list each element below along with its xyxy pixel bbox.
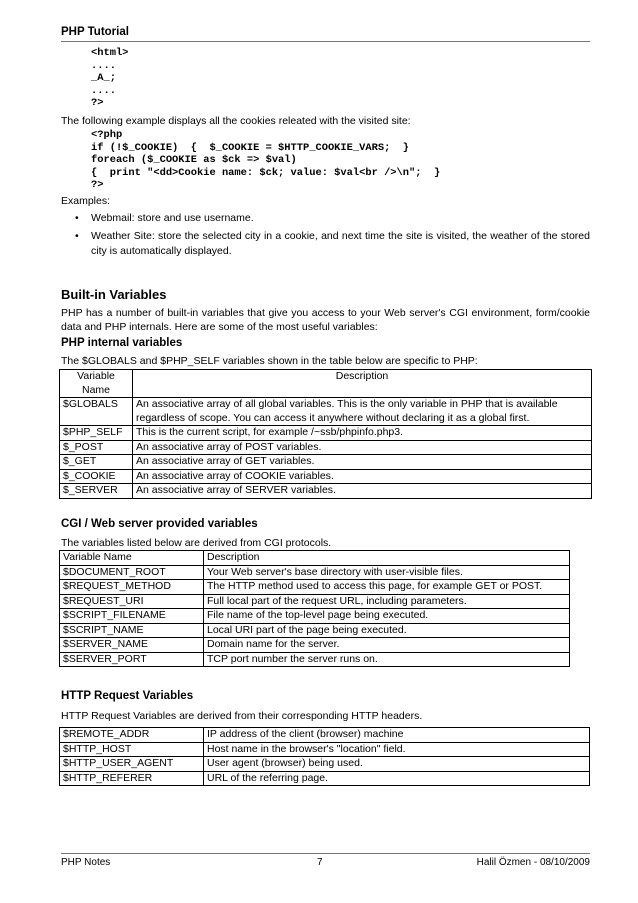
table-cell: TCP port number the server runs on.	[204, 652, 570, 667]
examples-list	[61, 211, 590, 259]
php-internal-table	[59, 369, 592, 499]
code-line: ?>	[91, 179, 104, 191]
column-header: Description	[133, 370, 592, 398]
table-cell: User agent (browser) being used.	[204, 757, 590, 772]
http-table	[59, 727, 590, 786]
list-item: • Webmail: store and use username.	[75, 212, 254, 224]
code-line: <html>	[91, 47, 129, 59]
table-header-row	[60, 370, 592, 398]
php-internal-caption: The $GLOBALS and $PHP_SELF variables shown in the table below are specific to PHP:	[61, 355, 478, 367]
table-cell: File name of the top-level page being executed.	[204, 609, 570, 624]
table-cell: $GLOBALS	[60, 398, 133, 426]
table-cell: $SCRIPT_NAME	[60, 623, 204, 638]
code-line: ?>	[91, 97, 104, 109]
footer-author-date: Halil Özmen - 08/10/2009	[476, 857, 590, 868]
cgi-heading: CGI / Web server provided variables	[61, 518, 258, 530]
table-row	[60, 742, 590, 757]
bullet-icon: •	[75, 212, 79, 224]
footer-left: PHP Notes	[61, 857, 111, 868]
table-row	[60, 440, 592, 455]
table-cell: $HTTP_USER_AGENT	[60, 757, 204, 772]
builtin-text: PHP has a number of built-in variables that give you access to your Web server's CGI environment, form/cookie data and PHP internals. Here are some of the most useful variables:	[61, 307, 590, 333]
table-cell: This is the current script, for example /~ssb/phpinfo.php3.	[133, 426, 592, 441]
cgi-caption: The variables listed below are derived from CGI protocols.	[61, 537, 332, 549]
table-cell: Local URI part of the page being executed.	[204, 623, 570, 638]
table-cell: An associative array of POST variables.	[133, 440, 592, 455]
table-cell: Full local part of the request URL, including parameters.	[204, 594, 570, 609]
table-cell: $SERVER_PORT	[60, 652, 204, 667]
code-line: <?php	[91, 129, 123, 141]
page-footer	[61, 853, 590, 868]
table-row	[60, 484, 592, 499]
table-cell: $SERVER_NAME	[60, 638, 204, 653]
table-cell: An associative array of COOKIE variables.	[133, 469, 592, 484]
table-row	[60, 469, 592, 484]
table-cell: An associative array of SERVER variables.	[133, 484, 592, 499]
table-row	[60, 426, 592, 441]
examples-label: Examples:	[61, 195, 111, 207]
table-header-row	[60, 551, 570, 566]
cgi-table	[59, 550, 570, 667]
table-row	[60, 652, 570, 667]
table-row	[60, 771, 590, 786]
code-line: foreach ($_COOKIE as $ck => $val)	[91, 154, 297, 166]
column-header: Variable Name	[60, 370, 133, 398]
code-block-cookies	[91, 129, 440, 192]
table-cell: $HTTP_REFERER	[60, 771, 204, 786]
table-cell: $_POST	[60, 440, 133, 455]
table-cell: $REQUEST_METHOD	[60, 580, 204, 595]
table-cell: Your Web server's base directory with user-visible files.	[204, 565, 570, 580]
column-header: Variable Name	[60, 551, 204, 566]
page-number: 7	[317, 857, 323, 868]
table-cell: Host name in the browser's "location" field.	[204, 742, 590, 757]
table-cell: URL of the referring page.	[204, 771, 590, 786]
table-row	[60, 757, 590, 772]
code-block-html	[91, 47, 128, 110]
table-cell: $HTTP_HOST	[60, 742, 204, 757]
table-row	[60, 638, 570, 653]
column-header: Description	[204, 551, 570, 566]
table-row	[60, 623, 570, 638]
builtin-heading: Built-in Variables	[61, 287, 167, 302]
table-row	[60, 609, 570, 624]
php-internal-heading: PHP internal variables	[61, 337, 183, 349]
code-line: if (!$_COOKIE) { $_COOKIE = $HTTP_COOKIE_VARS; }	[91, 141, 410, 154]
table-cell: Domain name for the server.	[204, 638, 570, 653]
bullet-icon: •	[75, 230, 79, 242]
table-cell: $_GET	[60, 455, 133, 470]
list-item: • Weather Site: store the selected city in a cookie, and next time the site is visited, the weather of the stored city is automatically displayed.	[75, 230, 590, 257]
table-cell: $REMOTE_ADDR	[60, 728, 204, 743]
http-caption: HTTP Request Variables are derived from their corresponding HTTP headers.	[61, 710, 423, 722]
table-row	[60, 455, 592, 470]
table-cell: IP address of the client (browser) machine	[204, 728, 590, 743]
http-heading: HTTP Request Variables	[61, 690, 194, 702]
code-line: _A_;	[91, 72, 116, 84]
table-cell: An associative array of GET variables.	[133, 455, 592, 470]
table-row	[60, 565, 570, 580]
table-cell: $SCRIPT_FILENAME	[60, 609, 204, 624]
code-line: ....	[91, 84, 116, 97]
table-cell: $_COOKIE	[60, 469, 133, 484]
table-cell: An associative array of all global variables. This is the only variable in PHP that is available regardless of scope. You can access it anywhere without declaring it as a global first.	[133, 398, 592, 426]
table-cell: The HTTP method used to access this page, for example GET or POST.	[204, 580, 570, 595]
code-line: { print "<dd>Cookie name: $ck; value: $val<br />\n"; }	[91, 166, 441, 179]
table-cell: $_SERVER	[60, 484, 133, 499]
table-cell: $DOCUMENT_ROOT	[60, 565, 204, 580]
table-row	[60, 728, 590, 743]
table-cell: $PHP_SELF	[60, 426, 133, 441]
table-cell: $REQUEST_URI	[60, 594, 204, 609]
table-row	[60, 580, 570, 595]
table-row	[60, 398, 592, 426]
page-header-title: PHP Tutorial	[61, 26, 590, 42]
intro-text: The following example displays all the cookies releated with the visited site:	[61, 115, 411, 127]
table-row	[60, 594, 570, 609]
code-line: ....	[91, 59, 116, 72]
